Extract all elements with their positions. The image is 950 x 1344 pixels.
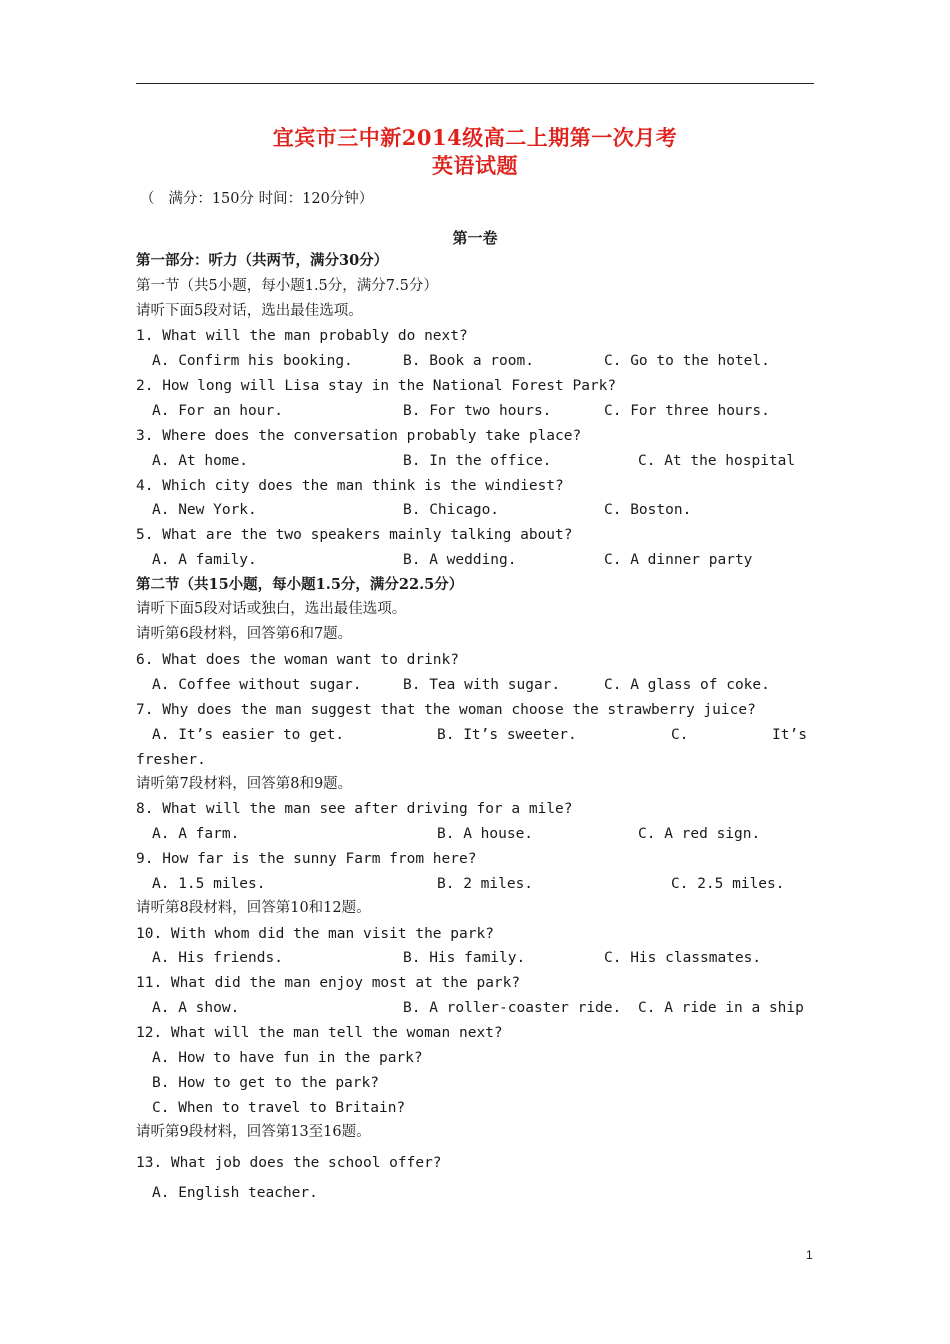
question-8: 8. What will the man see after driving for a mile? (136, 801, 573, 817)
q6-option-a: A. Coffee without sugar. (152, 677, 362, 693)
score-line: （ 满分：150分 时间：120分钟） (140, 191, 374, 207)
q7-option-a: A. It’s easier to get. (152, 727, 345, 743)
q1-option-a: A. Confirm his booking. (152, 353, 353, 369)
q1-option-c: C. Go to the hotel. (604, 353, 770, 369)
question-4: 4. Which city does the man think is the windiest? (136, 478, 564, 494)
q11-option-c: C. A ride in a ship (638, 1000, 804, 1016)
question-12: 12. What will the man tell the woman next? (136, 1025, 503, 1041)
q7-option-b: B. It’s sweeter. (437, 727, 577, 743)
section1-instruction: 请听下面5段对话，选出最佳选项。 (136, 303, 363, 319)
part1-heading: 第一部分：听力（共两节，满分30分） (136, 252, 389, 269)
q5-option-c: C. A dinner party (604, 552, 753, 568)
q7-option-c-label: C. (671, 727, 689, 743)
q11-option-b: B. A roller-coaster ride. (403, 1000, 622, 1016)
q9-option-b: B. 2 miles. (437, 876, 534, 892)
q11-option-a: A. A show. (152, 1000, 240, 1016)
q4-option-a: A. New York. (152, 502, 257, 518)
q5-option-b: B. A wedding. (403, 552, 517, 568)
q2-option-c: C. For three hours. (604, 403, 770, 419)
q12-option-b: B. How to get to the park? (152, 1075, 379, 1091)
q9-option-c: C. 2.5 miles. (671, 876, 785, 892)
question-9: 9. How far is the sunny Farm from here? (136, 851, 477, 867)
q3-option-b: B. In the office. (403, 453, 552, 469)
q10-option-a: A. His friends. (152, 950, 283, 966)
q4-option-b: B. Chicago. (403, 502, 500, 518)
header-rule (136, 83, 814, 84)
question-10: 10. With whom did the man visit the park? (136, 926, 494, 942)
question-11: 11. What did the man enjoy most at the park? (136, 975, 521, 991)
q10-option-c: C. His classmates. (604, 950, 762, 966)
q2-option-a: A. For an hour. (152, 403, 283, 419)
q10-option-b: B. His family. (403, 950, 526, 966)
q8-option-a: A. A farm. (152, 826, 240, 842)
material-9-instruction: 请听第9段材料，回答第13至16题。 (136, 1124, 371, 1140)
page-number: 1 (806, 1248, 813, 1262)
volume-title: 第一卷 (452, 229, 498, 247)
q8-option-c: C. A red sign. (638, 826, 761, 842)
q5-option-a: A. A family. (152, 552, 257, 568)
q12-option-a: A. How to have fun in the park? (152, 1050, 423, 1066)
material-7-instruction: 请听第7段材料，回答第8和9题。 (136, 776, 353, 792)
material-8-instruction: 请听第8段材料，回答第10和12题。 (136, 900, 371, 916)
exam-title: 宜宾市三中新2014级高二上期第一次月考 (272, 125, 678, 150)
q1-option-b: B. Book a room. (403, 353, 534, 369)
q3-option-c: C. At the hospital (638, 453, 796, 469)
question-7: 7. Why does the man suggest that the woman choose the strawberry juice? (136, 702, 756, 718)
section2-heading: 第二节（共15小题，每小题1.5分，满分22.5分） (136, 576, 464, 593)
q3-option-a: A. At home. (152, 453, 249, 469)
q6-option-b: B. Tea with sugar. (403, 677, 561, 693)
question-2: 2. How long will Lisa stay in the National Forest Park? (136, 378, 617, 394)
q12-option-c: C. When to travel to Britain? (152, 1100, 406, 1116)
q9-option-a: A. 1.5 miles. (152, 876, 266, 892)
material-6-instruction: 请听第6段材料，回答第6和7题。 (136, 626, 353, 642)
section2-instruction: 请听下面5段对话或独白，选出最佳选项。 (136, 601, 407, 617)
question-6: 6. What does the woman want to drink? (136, 652, 460, 668)
question-13: 13. What job does the school offer? (136, 1155, 442, 1171)
q6-option-c: C. A glass of coke. (604, 677, 770, 693)
q4-option-c: C. Boston. (604, 502, 692, 518)
question-3: 3. Where does the conversation probably take place? (136, 428, 582, 444)
q2-option-b: B. For two hours. (403, 403, 552, 419)
question-5: 5. What are the two speakers mainly talking about? (136, 527, 573, 543)
exam-subject: 英语试题 (432, 153, 518, 178)
q7-option-c-end: fresher. (136, 752, 206, 768)
q8-option-b: B. A house. (437, 826, 534, 842)
q7-option-c-start: It’s (772, 727, 807, 743)
question-1: 1. What will the man probably do next? (136, 328, 468, 344)
q13-option-a: A. English teacher. (152, 1185, 318, 1201)
section1-heading: 第一节（共5小题，每小题1.5分，满分7.5分） (136, 278, 438, 294)
